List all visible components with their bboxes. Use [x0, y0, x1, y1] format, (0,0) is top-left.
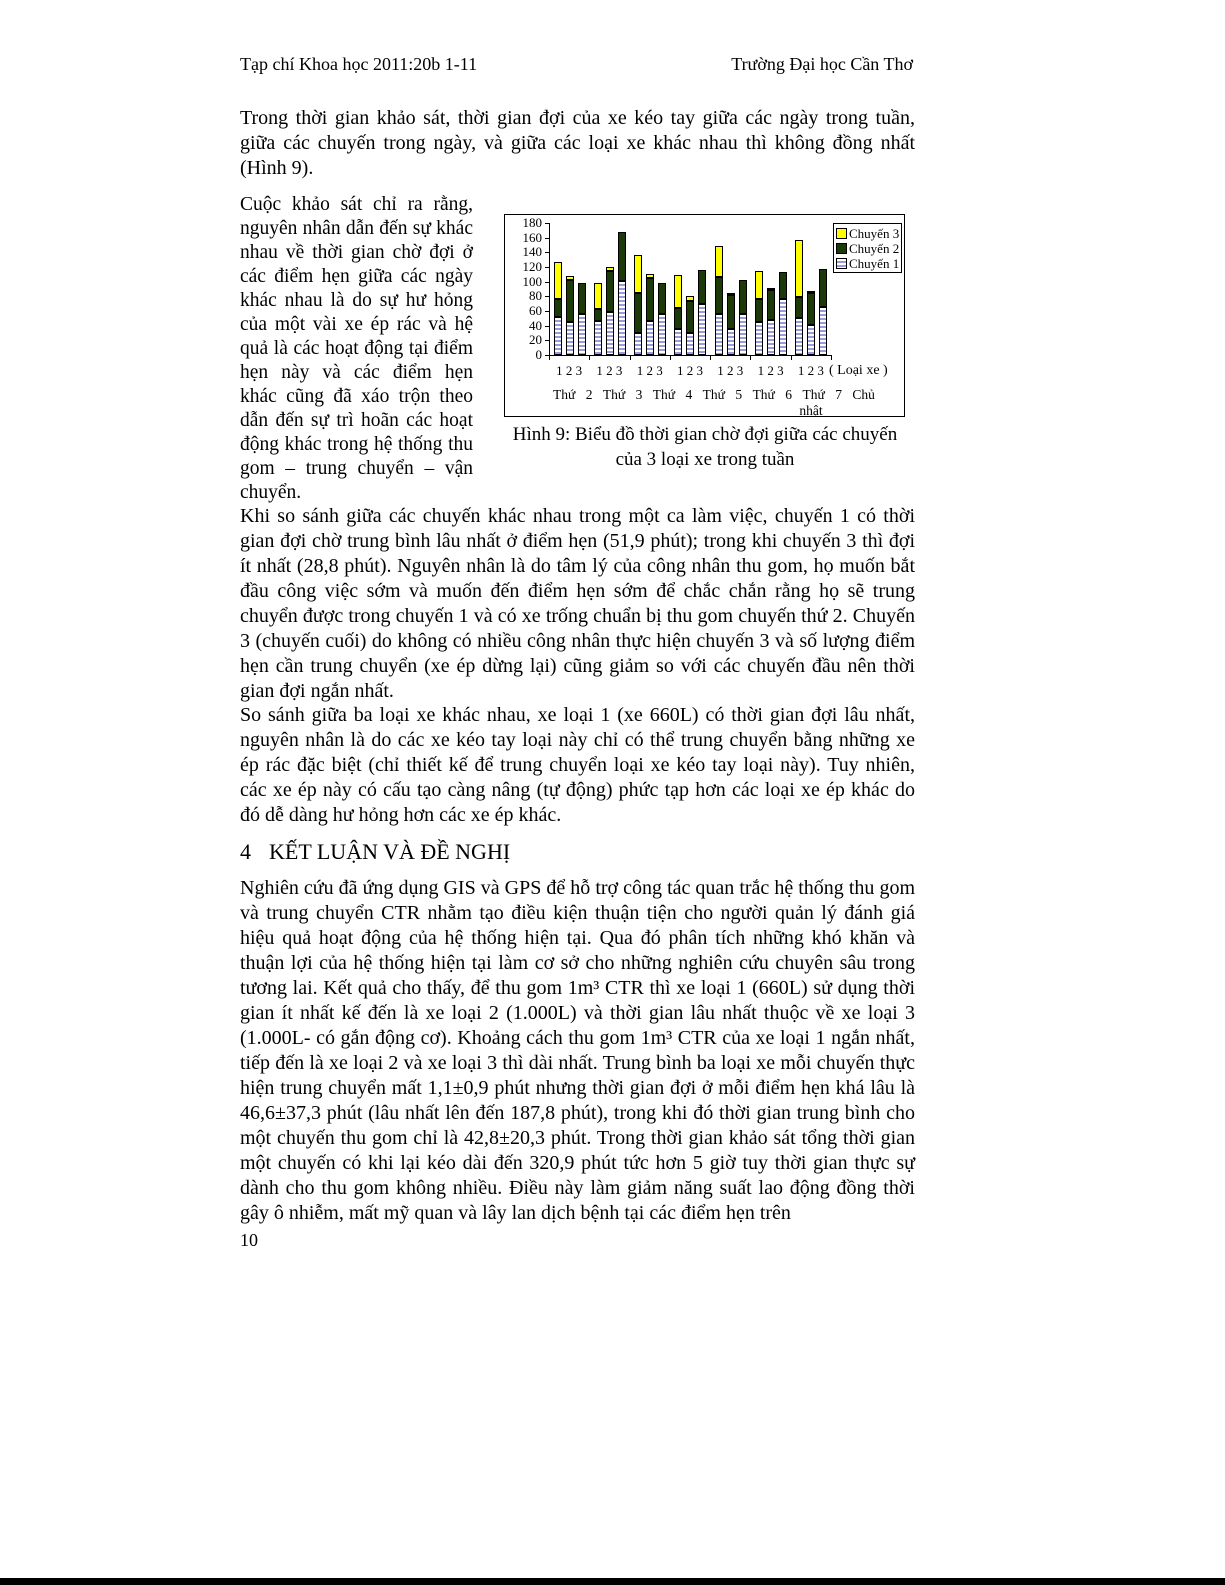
stacked-bar [698, 270, 706, 355]
legend-label: Chuyến 2 [849, 240, 900, 256]
stacked-bar [618, 232, 626, 355]
x-axis-tick-mark [750, 355, 751, 360]
stacked-bar [634, 255, 642, 355]
bar-segment-chuyến-2 [715, 277, 723, 314]
y-axis-tick-mark [545, 252, 550, 253]
x-axis-tick-mark [710, 355, 711, 360]
y-axis-tick-label: 40 [529, 317, 542, 333]
paragraph-vehicle-comparison: So sánh giữa ba loại xe khác nhau, xe loại 1 (xe 660L) có thời gian đợi lâu nhất, nguyên nhân là do các xe kéo tay loại này chỉ có thể trung chuyển bằng những xe ép rác đặc biệt (chỉ thiết kế để trung chuyển loại xe kéo tay loại này). Tuy nhiên, các xe ép này có cấu tạo càng nâng (tự động) phức tạp hơn các loại xe ép khác do đó dễ dàng hư hỏng hơn các xe ép khác. [240, 704, 915, 826]
bar-segment-chuyến-3 [594, 283, 602, 309]
stacked-bar [755, 271, 763, 355]
stacked-bar [594, 283, 602, 355]
day-label-wrap: nhật [799, 403, 823, 418]
bar-segment-chuyến-2 [807, 293, 815, 325]
legend-swatch [836, 258, 847, 269]
section-heading-conclusion [240, 839, 510, 865]
bar-segment-chuyến-1 [739, 314, 747, 355]
y-axis-tick-mark [545, 326, 550, 327]
x-axis-tick-mark [670, 355, 671, 360]
bar-segment-chuyến-2 [795, 297, 803, 318]
y-axis-tick-label: 0 [535, 347, 542, 362]
bar-segment-chuyến-2 [779, 272, 787, 299]
bar-segment-chuyến-2 [674, 308, 682, 329]
vehicle-type-labels: 1 2 3 [556, 363, 583, 378]
bar-segment-chuyến-3 [634, 255, 642, 293]
bar-segment-chuyến-1 [779, 299, 787, 355]
bar-segment-chuyến-3 [715, 246, 723, 277]
stacked-bar [658, 283, 666, 355]
x-axis-tick-mark [831, 355, 832, 360]
bar-group [634, 255, 666, 355]
y-axis-tick-mark [545, 296, 550, 297]
bar-group [755, 271, 787, 355]
stacked-bar [686, 296, 694, 355]
bar-segment-chuyến-2 [594, 309, 602, 321]
day-label-token: 3 [635, 387, 643, 402]
bar-segment-chuyến-3 [554, 262, 562, 299]
bar-segment-chuyến-1 [674, 329, 682, 355]
stacked-bar [727, 293, 735, 355]
y-axis-tick-label: 120 [522, 259, 542, 274]
bar-segment-chuyến-2 [755, 299, 763, 322]
stacked-bar [715, 246, 723, 355]
day-label-token: 5 [735, 387, 743, 402]
bar-segment-chuyến-1 [618, 281, 626, 355]
day-label-token: Thứ [602, 387, 626, 402]
x-axis-note: ( Loại xe ) [829, 363, 888, 378]
bar-segment-chuyến-2 [698, 270, 706, 304]
bar-group [795, 240, 827, 355]
day-label-token: 2 [585, 387, 593, 402]
bar-segment-chuyến-1 [658, 314, 666, 355]
y-axis-tick-label: 80 [529, 288, 542, 304]
stacked-bar [819, 269, 827, 355]
bar-segment-chuyến-1 [807, 325, 815, 355]
y-axis-tick-label: 20 [529, 332, 542, 348]
stacked-bar [779, 272, 787, 355]
day-label-token: Thứ [802, 387, 825, 402]
bar-segment-chuyến-1 [698, 304, 706, 355]
bar-segment-chuyến-2 [739, 280, 747, 314]
bar-segment-chuyến-1 [606, 312, 614, 355]
day-label-token: Chủ [852, 387, 875, 402]
bar-segment-chuyến-2 [658, 283, 666, 314]
x-axis-day-labels [553, 387, 875, 403]
vehicle-type-labels: 1 2 3 [676, 363, 703, 378]
vehicle-type-labels: 1 2 3 [596, 363, 623, 378]
x-axis-tick-mark [630, 355, 631, 360]
day-label-token: Thứ [752, 387, 775, 402]
page-number: 10 [240, 1230, 258, 1250]
y-axis-tick-mark [545, 223, 550, 224]
stacked-bar [674, 275, 682, 355]
bar-segment-chuyến-1 [819, 307, 827, 355]
bar-segment-chuyến-1 [634, 333, 642, 355]
bar-segment-chuyến-2 [606, 271, 614, 312]
bar-segment-chuyến-1 [795, 318, 803, 355]
figure-9-chart [504, 214, 905, 417]
x-axis-tick-mark [549, 355, 550, 360]
chart-legend [833, 223, 902, 273]
bar-segment-chuyến-1 [646, 321, 654, 355]
legend-entry [836, 226, 900, 241]
bar-segment-chuyến-1 [767, 320, 775, 355]
section-number: 4 [240, 839, 251, 864]
legend-swatch [836, 228, 847, 239]
y-axis-tick-label: 140 [522, 244, 542, 260]
stacked-bar [554, 262, 562, 355]
day-label-token: 6 [785, 387, 793, 402]
bar-group [554, 262, 586, 355]
paragraph-trip-comparison: Khi so sánh giữa các chuyến khác nhau trong một ca làm việc, chuyến 1 có thời gian đợi chờ trung bình lâu nhất ở điểm hẹn (51,9 phút); trong khi chuyến 3 thì đợi ít nhất (28,8 phút). Nguyên nhân là do tâm lý của công nhân thu gom, họ muốn bắt đầu công việc sớm và muốn đến điểm hẹn sớm để chắc chắn rằng họ sẽ trung chuyển được trong chuyến 1 và có xe trống chuẩn bị thu gom chuyến thứ 2. Chuyến 3 (chuyến cuối) do không có nhiều công nhân thực hiện chuyến 3 và số lượng điểm hẹn cần trung chuyển (xe ép dừng lại) cũng giảm so với các chuyến đầu nên thời gian đợi ngắn nhất. [240, 505, 915, 702]
stacked-bar [795, 240, 803, 355]
bar-segment-chuyến-2 [686, 301, 694, 333]
y-axis-tick-mark [545, 340, 550, 341]
vehicle-type-labels: 1 2 3 [636, 363, 663, 378]
y-axis-tick-mark [545, 282, 550, 283]
bar-group [594, 232, 626, 355]
bar-group [715, 246, 747, 355]
bar-segment-chuyến-1 [566, 322, 574, 355]
stacked-bar [606, 267, 614, 355]
figure-9-caption [470, 422, 940, 472]
day-label-token: Thứ [652, 387, 676, 402]
section-title: KẾT LUẬN VÀ ĐỀ NGHỊ [269, 839, 511, 864]
day-label-token: 4 [685, 387, 693, 402]
legend-entry [836, 256, 900, 271]
bar-segment-chuyến-3 [674, 275, 682, 308]
x-axis-tick-mark [791, 355, 792, 360]
bar-segment-chuyến-1 [594, 321, 602, 355]
bar-segment-chuyến-1 [686, 333, 694, 355]
paragraph-survey-left-column: Cuộc khảo sát chỉ ra rằng, nguyên nhân dẫn đến sự khác nhau về thời gian chờ đợi ở các điểm hẹn giữa các ngày khác nhau là do sự hư hỏng của một vài xe ép rác và hệ quả là các hoạt động tại điểm hẹn này và các điểm hẹn khác cũng đã xáo trộn theo dẫn đến sự trì hoãn các hoạt động khác trong hệ thống thu gom – trung chuyển – vận chuyển. [240, 194, 473, 503]
vehicle-type-labels: 1 2 3 [757, 363, 784, 378]
y-axis-tick-label: 100 [522, 273, 542, 289]
bar-segment-chuyến-2 [618, 232, 626, 281]
bar-segment-chuyến-1 [578, 314, 586, 355]
stacked-bar [646, 274, 654, 355]
bar-segment-chuyến-3 [755, 271, 763, 299]
vehicle-type-labels: 1 2 3 [797, 363, 824, 378]
legend-swatch [836, 243, 847, 254]
stacked-bar [739, 280, 747, 355]
bar-segment-chuyến-2 [578, 283, 586, 314]
y-axis-tick-label: 180 [522, 215, 542, 230]
stacked-bar [807, 291, 815, 355]
vehicle-type-labels: 1 2 3 [717, 363, 744, 378]
paragraph-conclusion: Nghiên cứu đã ứng dụng GIS và GPS để hỗ trợ công tác quan trắc hệ thống thu gom và trung chuyển CTR nhằm tạo điều kiện thuận tiện cho người quản lý đánh giá hiệu quả hoạt động của hệ thống hiện tại. Qua đó phân tích những khó khăn và thuận lợi của hệ thống hiện tại làm cơ sở cho những nghiên cứu chuyên sâu trong tương lai. Kết quả cho thấy, để thu gom 1m³ CTR thì xe loại 1 (660L) sử dụng thời gian ít nhất kế đến là xe loại 2 (1.000L) và thời gian lâu nhất thuộc về xe loại 3 (1.000L- có gắn động cơ). Khoảng cách thu gom 1m³ CTR của xe loại 1 ngắn nhất, tiếp đến là xe loại 2 và xe loại 3 thì dài nhất. Trung bình ba loại xe mỗi chuyến thực hiện trung chuyển mất 1,1±0,9 phút nhưng thời gian đợi ở mỗi điểm hẹn khá lâu là 46,6±37,3 phút (lâu nhất lên đến 187,8 phút), trong khi đó thời gian trung bình cho một chuyến thu gom chỉ là 42,8±20,3 phút. Trong thời gian khảo sát tổng thời gian một chuyến có khi lại kéo dài đến 320,9 phút tức hơn 5 giờ tuy thời gian thực sự dành cho thu gom không nhiều. Điều này làm giảm năng suất lao động đồng thời gây ô nhiễm, mất mỹ quan và lây lan dịch bệnh tại các điểm hẹn trên [240, 877, 915, 1224]
bar-segment-chuyến-1 [727, 329, 735, 355]
figure-caption-line2: của 3 loại xe trong tuần [615, 449, 795, 470]
chart-plot-area [549, 223, 832, 356]
bar-group [674, 270, 706, 355]
day-label-token: Thứ [553, 387, 576, 402]
stacked-bar [566, 276, 574, 355]
page-header [240, 54, 913, 75]
bar-segment-chuyến-1 [554, 317, 562, 355]
legend-label: Chuyến 3 [849, 225, 900, 241]
bar-segment-chuyến-1 [755, 322, 763, 355]
y-axis-tick-mark [545, 311, 550, 312]
legend-label: Chuyến 1 [849, 255, 900, 271]
bar-segment-chuyến-2 [819, 269, 827, 307]
day-label-token: Thứ [702, 387, 725, 402]
stacked-bar [767, 288, 775, 355]
stacked-bar [578, 283, 586, 355]
university-name: Trường Đại học Cần Thơ [731, 54, 913, 74]
bar-segment-chuyến-2 [646, 278, 654, 321]
figure-caption-line1: Hình 9: Biểu đồ thời gian chờ đợi giữa các chuyến [512, 424, 898, 445]
y-axis-tick-mark [545, 267, 550, 268]
x-axis-tick-mark [589, 355, 590, 360]
bar-segment-chuyến-2 [566, 280, 574, 322]
bar-segment-chuyến-1 [715, 314, 723, 355]
bar-segment-chuyến-2 [727, 295, 735, 329]
bar-segment-chuyến-2 [767, 290, 775, 320]
bar-segment-chuyến-3 [795, 240, 803, 297]
legend-entry [836, 241, 900, 256]
bar-segment-chuyến-2 [554, 299, 562, 317]
journal-reference: Tạp chí Khoa học 2011:20b 1-11 [240, 54, 478, 74]
bar-segment-chuyến-2 [634, 293, 642, 333]
day-label-token: 7 [835, 387, 842, 402]
y-axis-tick-mark [545, 238, 550, 239]
bottom-black-bar [0, 1578, 1225, 1585]
y-axis-tick-label: 160 [522, 229, 542, 245]
paragraph-intro: Trong thời gian khảo sát, thời gian đợi của xe kéo tay giữa các ngày trong tuần, giữa các chuyến trong ngày, và giữa các loại xe khác nhau thì không đồng nhất (Hình 9). [240, 107, 915, 179]
y-axis-tick-label: 60 [529, 303, 542, 318]
